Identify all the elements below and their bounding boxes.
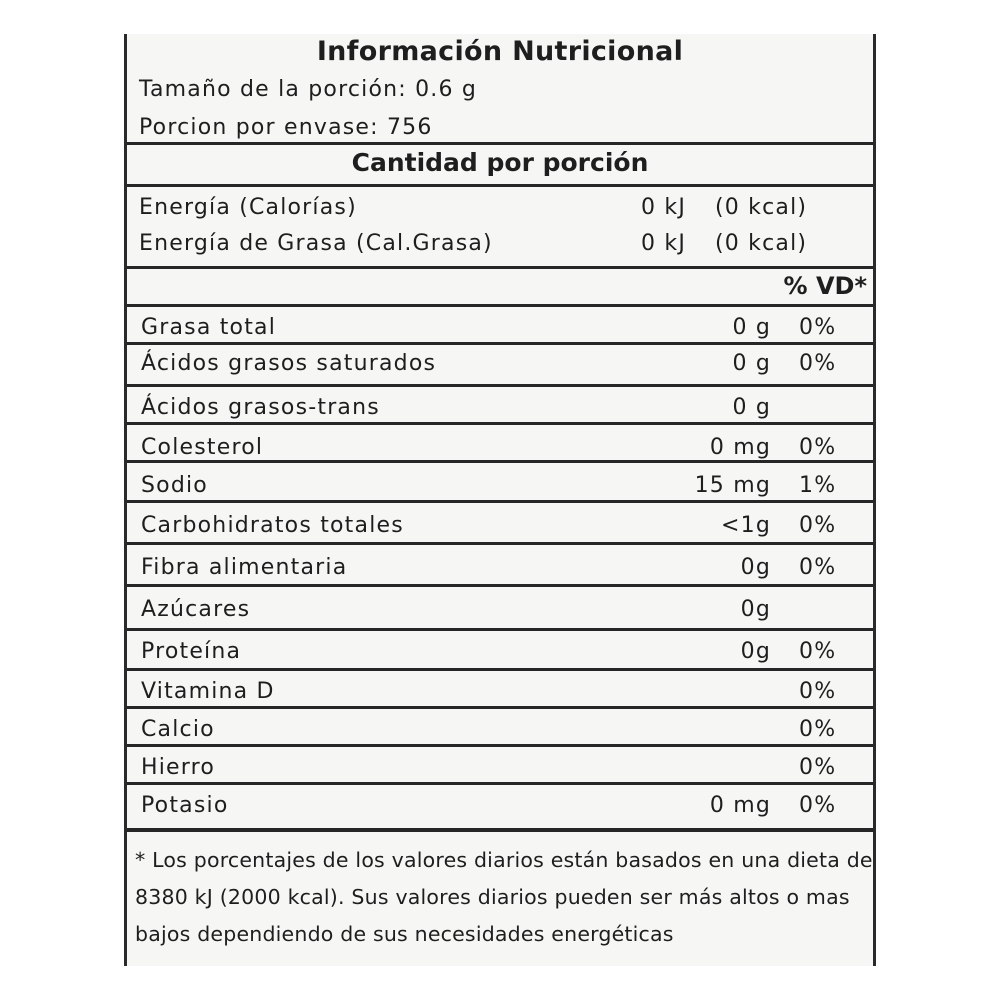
row-divider (127, 744, 873, 747)
nutrient-daily-value: 0% (799, 793, 837, 818)
nutrient-amount: 0g (740, 639, 771, 664)
nutrient-daily-value: 0% (799, 351, 837, 376)
row-divider (127, 342, 873, 345)
nutrient-name: Vitamina D (141, 679, 275, 704)
nutrient-amount: 0 mg (709, 435, 771, 460)
nutrient-daily-value: 0% (799, 435, 837, 460)
row-divider (127, 584, 873, 587)
fat-energy-label: Energía de Grasa (Cal.Grasa) (139, 231, 493, 256)
nutrient-name: Calcio (141, 717, 215, 742)
divider (127, 184, 873, 187)
nutrient-daily-value: 0% (799, 679, 837, 704)
nutrient-daily-value: 0% (799, 513, 837, 538)
nutrient-name: Azúcares (141, 597, 251, 622)
nutrient-name: Hierro (141, 755, 216, 780)
row-divider (127, 668, 873, 671)
nutrient-daily-value: 1% (799, 473, 837, 498)
amount-per-serving-heading: Cantidad por porción (351, 148, 649, 177)
row-divider (127, 422, 873, 425)
row-divider (127, 628, 873, 631)
footnote-line: bajos dependiendo de sus necesidades energéticas (135, 922, 674, 946)
divider (127, 828, 873, 832)
footnote-line: 8380 kJ (2000 kcal). Sus valores diarios pueden ser más altos o mas (135, 885, 850, 909)
nutrient-name: Ácidos grasos-trans (141, 395, 380, 420)
nutrient-name: Fibra alimentaria (141, 555, 348, 580)
energy-kj: 0 kJ (641, 195, 687, 220)
nutrient-amount: <1g (721, 513, 771, 538)
nutrient-amount: 0 g (732, 315, 771, 340)
nutrient-amount: 0 g (732, 351, 771, 376)
row-divider (127, 542, 873, 545)
nutrient-daily-value: 0% (799, 755, 837, 780)
nutrient-amount: 0 mg (709, 793, 771, 818)
nutrient-name: Sodio (141, 473, 208, 498)
nutrient-daily-value: 0% (799, 717, 837, 742)
nutrition-facts-label (124, 34, 876, 966)
nutrient-amount: 0g (740, 597, 771, 622)
nutrient-daily-value: 0% (799, 639, 837, 664)
nutrient-amount: 0g (740, 555, 771, 580)
nutrient-amount: 0 g (732, 395, 771, 420)
footnote-line: * Los porcentajes de los valores diarios están basados en una dieta de (135, 848, 873, 872)
row-divider (127, 460, 873, 463)
row-divider (127, 500, 873, 503)
row-divider (127, 384, 873, 387)
divider (127, 266, 873, 269)
row-divider (127, 706, 873, 709)
serving-size: Tamaño de la porción: 0.6 g (139, 77, 478, 102)
daily-value-heading: % VD* (783, 272, 867, 300)
nutrient-amount: 15 mg (694, 473, 771, 498)
energy-kcal: (0 kcal) (715, 195, 808, 220)
nutrient-name: Colesterol (141, 435, 264, 460)
nutrient-daily-value: 0% (799, 315, 837, 340)
divider (127, 304, 873, 307)
label-title: Información Nutricional (316, 36, 684, 67)
row-divider (127, 782, 873, 785)
nutrient-name: Ácidos grasos saturados (141, 351, 437, 376)
footnote (135, 842, 873, 953)
energy-label: Energía (Calorías) (139, 195, 357, 220)
fat-energy-kcal: (0 kcal) (715, 231, 808, 256)
divider (127, 142, 873, 145)
nutrient-name: Proteína (141, 639, 242, 664)
nutrient-daily-value: 0% (799, 555, 837, 580)
fat-energy-kj: 0 kJ (641, 231, 687, 256)
nutrient-name: Grasa total (141, 315, 277, 340)
nutrient-name: Carbohidratos totales (141, 513, 404, 538)
nutrient-name: Potasio (141, 793, 229, 818)
servings-per-container: Porcion por envase: 756 (139, 115, 433, 140)
